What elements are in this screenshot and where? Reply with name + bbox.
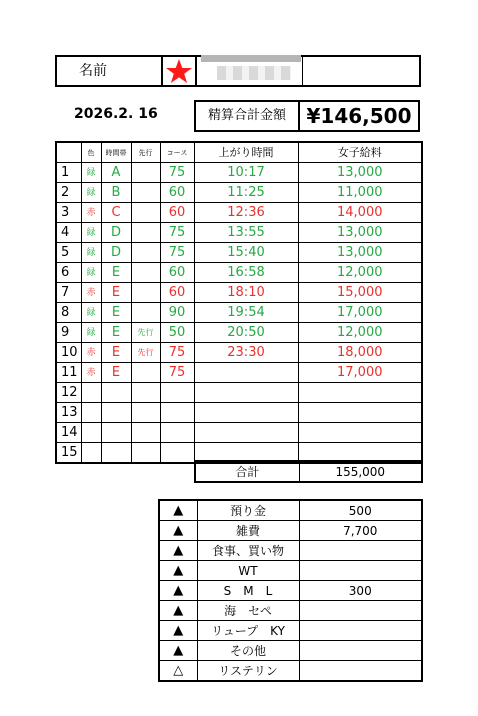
deductions-table <box>158 499 423 682</box>
row-color: 緑 <box>81 243 101 263</box>
deduction-value <box>299 541 422 561</box>
row-number: 5 <box>56 243 81 263</box>
row-advance: 先行 <box>131 343 160 363</box>
table-row <box>56 203 422 223</box>
table-row <box>56 223 422 243</box>
row-course: 75 <box>160 343 194 363</box>
row-timeslot: A <box>101 163 131 183</box>
row-advance <box>131 443 160 464</box>
table-row <box>56 303 422 323</box>
table-row <box>56 283 422 303</box>
deduction-value <box>299 561 422 581</box>
row-pay: 12,000 <box>298 323 422 343</box>
row-color: 緑 <box>81 183 101 203</box>
row-advance <box>131 423 160 443</box>
deduction-label: 預り金 <box>197 500 299 521</box>
header-pay: 女子給料 <box>298 142 422 163</box>
table-row <box>56 183 422 203</box>
row-pay: 13,000 <box>298 243 422 263</box>
row-advance <box>131 203 160 223</box>
header-advance: 先行 <box>131 142 160 163</box>
deduction-value <box>299 621 422 641</box>
header-course: コース <box>160 142 194 163</box>
row-color: 緑 <box>81 163 101 183</box>
row-timeslot: C <box>101 203 131 223</box>
deduction-value: 500 <box>299 500 422 521</box>
row-pay: 17,000 <box>298 363 422 383</box>
deduction-label: S M L <box>197 581 299 601</box>
table-row <box>56 403 422 423</box>
row-course: 60 <box>160 183 194 203</box>
row-timeslot: E <box>101 283 131 303</box>
deduction-row <box>159 500 422 521</box>
row-color <box>81 423 101 443</box>
table-row <box>56 163 422 183</box>
row-timeslot: E <box>101 323 131 343</box>
row-number: 7 <box>56 283 81 303</box>
row-number: 14 <box>56 423 81 443</box>
deduction-triangle-icon: ▲ <box>159 641 197 661</box>
row-timeslot <box>101 443 131 464</box>
red-star-icon <box>165 58 193 84</box>
header-finish-time: 上がり時間 <box>194 142 298 163</box>
deduction-label: 海 セペ <box>197 601 299 621</box>
total-amount-label: 精算合計金額 <box>196 102 300 130</box>
row-number: 3 <box>56 203 81 223</box>
header-color: 色 <box>81 142 101 163</box>
deduction-row <box>159 641 422 661</box>
row-advance <box>131 183 160 203</box>
deduction-row <box>159 621 422 641</box>
row-color: 緑 <box>81 323 101 343</box>
row-course: 75 <box>160 363 194 383</box>
deduction-value <box>299 661 422 682</box>
deduction-triangle-icon: ▲ <box>159 521 197 541</box>
redacted-name <box>199 57 303 85</box>
table-row <box>56 263 422 283</box>
row-color: 緑 <box>81 303 101 323</box>
row-finish-time <box>194 383 298 403</box>
row-finish-time <box>194 363 298 383</box>
row-advance <box>131 303 160 323</box>
row-finish-time: 16:58 <box>194 263 298 283</box>
row-course <box>160 423 194 443</box>
row-finish-time <box>194 403 298 423</box>
row-finish-time: 15:40 <box>194 243 298 263</box>
row-number: 2 <box>56 183 81 203</box>
row-timeslot: E <box>101 363 131 383</box>
deduction-label: その他 <box>197 641 299 661</box>
row-pay: 17,000 <box>298 303 422 323</box>
deduction-label: リステリン <box>197 661 299 682</box>
row-pay: 11,000 <box>298 183 422 203</box>
deduction-triangle-icon: ▲ <box>159 500 197 521</box>
row-finish-time: 11:25 <box>194 183 298 203</box>
row-course: 60 <box>160 263 194 283</box>
row-finish-time: 13:55 <box>194 223 298 243</box>
row-pay <box>298 403 422 423</box>
row-color: 赤 <box>81 203 101 223</box>
row-pay: 15,000 <box>298 283 422 303</box>
row-finish-time: 20:50 <box>194 323 298 343</box>
row-finish-time: 18:10 <box>194 283 298 303</box>
row-color <box>81 383 101 403</box>
deduction-triangle-icon: △ <box>159 661 197 682</box>
deduction-row <box>159 601 422 621</box>
row-finish-time: 23:30 <box>194 343 298 363</box>
table-row <box>56 363 422 383</box>
row-timeslot: B <box>101 183 131 203</box>
sum-table <box>194 460 423 483</box>
header-no <box>56 142 81 163</box>
row-number: 15 <box>56 443 81 464</box>
row-advance <box>131 243 160 263</box>
deduction-label: リュープ KY <box>197 621 299 641</box>
deduction-label: WT <box>197 561 299 581</box>
row-finish-time: 12:36 <box>194 203 298 223</box>
row-advance <box>131 363 160 383</box>
star-cell <box>161 57 197 85</box>
row-color: 緑 <box>81 223 101 243</box>
row-color: 赤 <box>81 343 101 363</box>
deduction-triangle-icon: ▲ <box>159 601 197 621</box>
row-color: 赤 <box>81 283 101 303</box>
deduction-label: 雑費 <box>197 521 299 541</box>
row-timeslot: E <box>101 343 131 363</box>
row-timeslot <box>101 403 131 423</box>
name-label: 名前 <box>79 63 107 79</box>
table-row <box>56 383 422 403</box>
row-advance: 先行 <box>131 323 160 343</box>
row-course <box>160 383 194 403</box>
deduction-label: 食事、買い物 <box>197 541 299 561</box>
table-header-row <box>56 142 422 163</box>
row-advance <box>131 383 160 403</box>
total-amount-value: ¥146,500 <box>306 104 412 128</box>
deduction-row <box>159 561 422 581</box>
row-course: 75 <box>160 223 194 243</box>
deduction-value <box>299 601 422 621</box>
row-course: 60 <box>160 203 194 223</box>
row-number: 11 <box>56 363 81 383</box>
row-advance <box>131 223 160 243</box>
deduction-value: 300 <box>299 581 422 601</box>
settlement-date: 2026.2. 16 <box>74 106 158 122</box>
row-number: 6 <box>56 263 81 283</box>
table-row <box>56 323 422 343</box>
row-number: 9 <box>56 323 81 343</box>
row-timeslot: D <box>101 223 131 243</box>
row-pay: 18,000 <box>298 343 422 363</box>
deduction-row <box>159 521 422 541</box>
row-finish-time <box>194 423 298 443</box>
sum-value: 155,000 <box>299 461 422 482</box>
row-timeslot: E <box>101 303 131 323</box>
deduction-row <box>159 541 422 561</box>
deduction-triangle-icon: ▲ <box>159 621 197 641</box>
row-advance <box>131 263 160 283</box>
row-course <box>160 403 194 423</box>
header-timeslot: 時間帯 <box>101 142 131 163</box>
row-advance <box>131 163 160 183</box>
row-color: 緑 <box>81 263 101 283</box>
row-pay: 13,000 <box>298 163 422 183</box>
name-box <box>55 55 421 87</box>
deduction-triangle-icon: ▲ <box>159 561 197 581</box>
deduction-row <box>159 661 422 682</box>
sum-row <box>195 461 422 482</box>
row-color <box>81 443 101 464</box>
row-number: 4 <box>56 223 81 243</box>
deduction-value: 7,700 <box>299 521 422 541</box>
row-pay <box>298 423 422 443</box>
row-finish-time: 19:54 <box>194 303 298 323</box>
row-finish-time: 10:17 <box>194 163 298 183</box>
row-advance <box>131 283 160 303</box>
row-pay: 14,000 <box>298 203 422 223</box>
row-course: 75 <box>160 243 194 263</box>
table-row <box>56 343 422 363</box>
table-row <box>56 243 422 263</box>
deduction-row <box>159 581 422 601</box>
row-course: 75 <box>160 163 194 183</box>
row-pay: 13,000 <box>298 223 422 243</box>
row-number: 13 <box>56 403 81 423</box>
row-pay <box>298 383 422 403</box>
deduction-value <box>299 641 422 661</box>
row-number: 8 <box>56 303 81 323</box>
row-course: 50 <box>160 323 194 343</box>
row-color <box>81 403 101 423</box>
deduction-triangle-icon: ▲ <box>159 581 197 601</box>
table-row <box>56 423 422 443</box>
row-timeslot: E <box>101 263 131 283</box>
row-pay: 12,000 <box>298 263 422 283</box>
row-advance <box>131 403 160 423</box>
row-timeslot <box>101 423 131 443</box>
deduction-triangle-icon: ▲ <box>159 541 197 561</box>
sum-label: 合計 <box>195 461 299 482</box>
row-timeslot: D <box>101 243 131 263</box>
row-course: 90 <box>160 303 194 323</box>
row-number: 10 <box>56 343 81 363</box>
session-table <box>55 141 423 464</box>
total-amount-box <box>194 100 420 132</box>
row-number: 12 <box>56 383 81 403</box>
row-number: 1 <box>56 163 81 183</box>
row-course: 60 <box>160 283 194 303</box>
row-color: 赤 <box>81 363 101 383</box>
row-course <box>160 443 194 464</box>
row-timeslot <box>101 383 131 403</box>
